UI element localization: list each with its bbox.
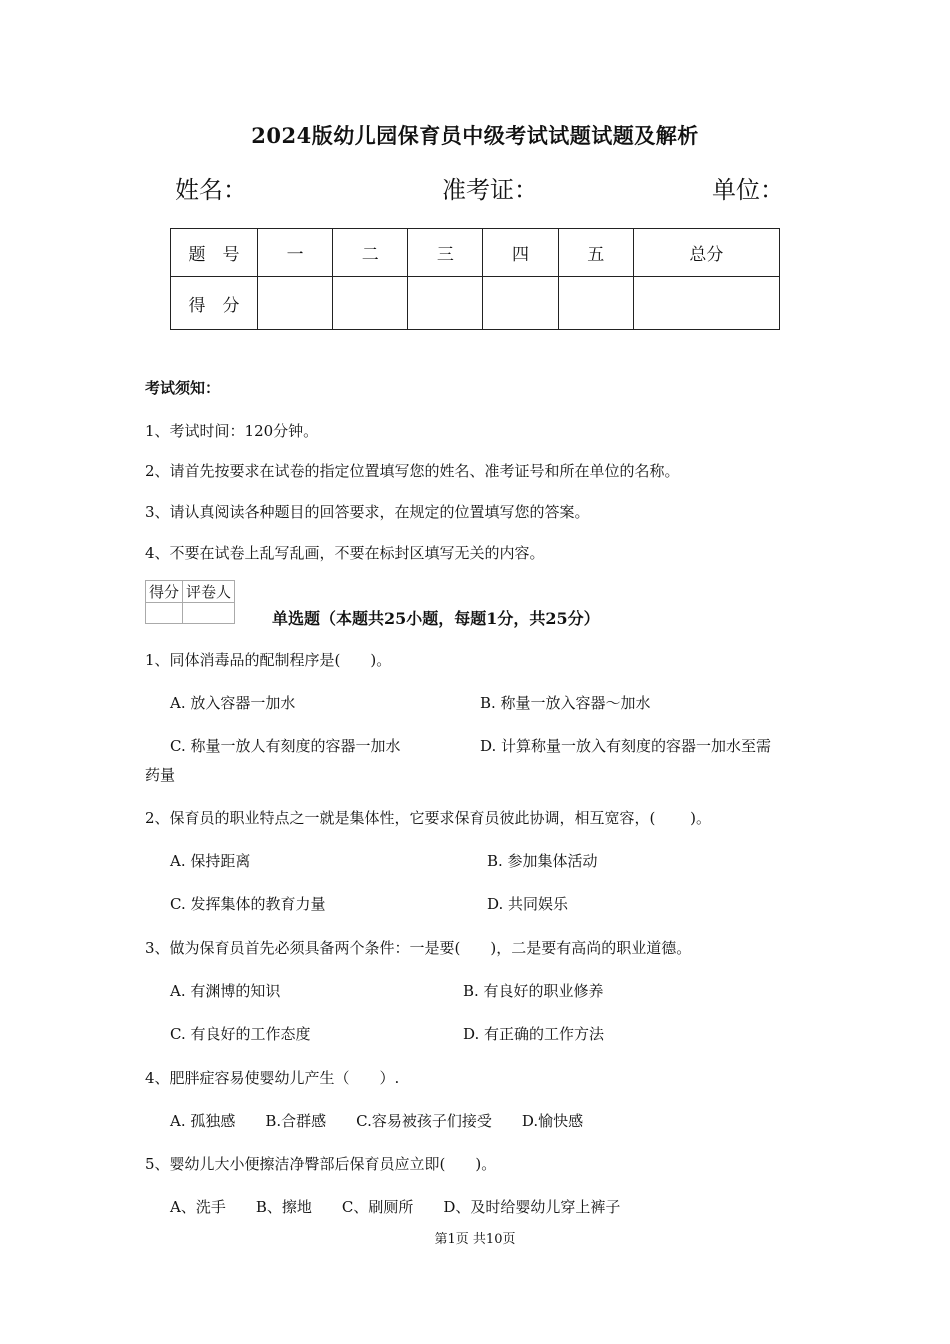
score-table-header-row <box>171 229 780 277</box>
question-stem: 5、婴幼儿大小便擦洁净臀部后保育员应立即( )。 <box>145 1155 497 1173</box>
question-stem: 2、保育员的职业特点之一就是集体性，它要求保育员彼此协调，相互宽容，( )。 <box>145 809 712 827</box>
grader-box <box>145 580 235 624</box>
score-cell <box>558 277 633 330</box>
option-b: B. 参加集体活动 <box>487 852 598 870</box>
score-table-header-cell: 一 <box>258 229 333 277</box>
score-row-label: 得 分 <box>171 277 258 330</box>
option-c: C. 有良好的工作态度 <box>170 1025 311 1043</box>
score-table-header-cell: 题 号 <box>171 229 258 277</box>
grader-score-cell <box>146 603 183 624</box>
option-d-continued: 药量 <box>145 766 176 784</box>
score-table-header-cell: 四 <box>483 229 558 277</box>
grader-name-label: 评卷人 <box>183 581 235 603</box>
score-table-score-row <box>171 277 780 330</box>
note-item: 1、考试时间：120分钟。 <box>145 422 319 440</box>
unit-field-label: 单位： <box>712 176 784 204</box>
option-b: B. 有良好的职业修养 <box>463 982 604 1000</box>
notes-title: 考试须知： <box>145 379 221 397</box>
section-title: 单选题（本题共25小题，每题1分，共25分） <box>272 609 600 628</box>
option-a: A. 放入容器一加水 <box>170 694 296 712</box>
option-b: B. 称量一放入容器～加水 <box>480 694 651 712</box>
options-line: A、洗手 B、擦地 C、刷厕所 D、及时给婴幼儿穿上裤子 <box>170 1198 621 1216</box>
score-table-header-cell: 三 <box>408 229 483 277</box>
score-cell <box>633 277 779 330</box>
score-cell <box>483 277 558 330</box>
score-cell <box>333 277 408 330</box>
note-item: 3、请认真阅读各种题目的回答要求，在规定的位置填写您的答案。 <box>145 503 590 521</box>
option-a: A. 有渊博的知识 <box>170 982 281 1000</box>
page-title: 2024版幼儿园保育员中级考试试题试题及解析 <box>251 123 699 148</box>
question-stem: 4、肥胖症容易使婴幼儿产生（ ）. <box>145 1069 400 1087</box>
grader-name-cell <box>183 603 235 624</box>
note-item: 2、请首先按要求在试卷的指定位置填写您的姓名、准考证号和所在单位的名称。 <box>145 462 680 480</box>
option-d: D. 计算称量一放入有刻度的容器一加水至需 <box>480 737 772 755</box>
score-table-header-cell: 二 <box>333 229 408 277</box>
question-stem: 1、同体消毒品的配制程序是( )。 <box>145 651 392 669</box>
score-cell <box>408 277 483 330</box>
note-item: 4、不要在试卷上乱写乱画，不要在标封区填写无关的内容。 <box>145 544 545 562</box>
score-table <box>170 228 780 330</box>
exam-id-field-label: 准考证： <box>442 176 538 204</box>
option-a: A. 保持距离 <box>170 852 251 870</box>
option-c: C. 称量一放人有刻度的容器一加水 <box>170 737 401 755</box>
page-footer: 第1页 共10页 <box>434 1232 516 1247</box>
option-d: D. 有正确的工作方法 <box>463 1025 605 1043</box>
score-cell <box>258 277 333 330</box>
options-line: A. 孤独感 B.合群感 C.容易被孩子们接受 D.愉快感 <box>170 1112 584 1130</box>
option-c: C. 发挥集体的教育力量 <box>170 895 326 913</box>
grader-score-label: 得分 <box>146 581 183 603</box>
score-table-header-cell: 五 <box>558 229 633 277</box>
option-d: D. 共同娱乐 <box>487 895 569 913</box>
question-stem: 3、做为保育员首先必须具备两个条件：一是要( )，二是要有高尚的职业道德。 <box>145 939 692 957</box>
name-field-label: 姓名： <box>175 176 247 204</box>
score-table-header-cell: 总分 <box>633 229 779 277</box>
